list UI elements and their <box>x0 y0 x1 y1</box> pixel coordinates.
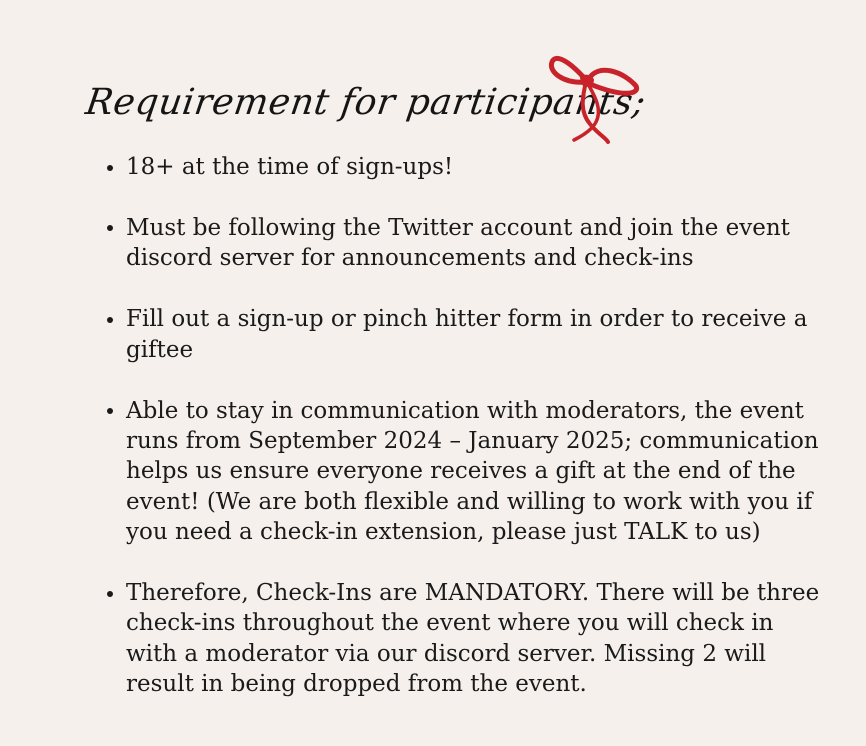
requirement-follow-and-join: Must be following the Twitter account and join the event discord server for announcements and check-ins <box>126 213 826 274</box>
requirement-sign-up-form: Fill out a sign-up or pinch hitter form in order to receive a giftee <box>126 304 826 365</box>
requirement-check-ins: Therefore, Check-Ins are MANDATORY. There will be three check-ins throughout the event where you will check in with a moderator via our discord server. Missing 2 will result in being dropped from the event. <box>126 578 826 700</box>
page-title: Requirement for participants; <box>83 82 649 123</box>
requirement-age: 18+ at the time of sign-ups! <box>126 152 826 182</box>
heading-area <box>83 70 649 150</box>
requirements-list <box>98 152 826 730</box>
requirement-communication: Able to stay in communication with moderators, the event runs from September 2024 – January 2025; communication helps us ensure everyone receives a gift at the end of the event! (We are both flexible and willing to work with you if you need a check-in extension, please just TALK to us) <box>126 396 826 548</box>
red-ribbon-bow-icon <box>542 42 642 146</box>
